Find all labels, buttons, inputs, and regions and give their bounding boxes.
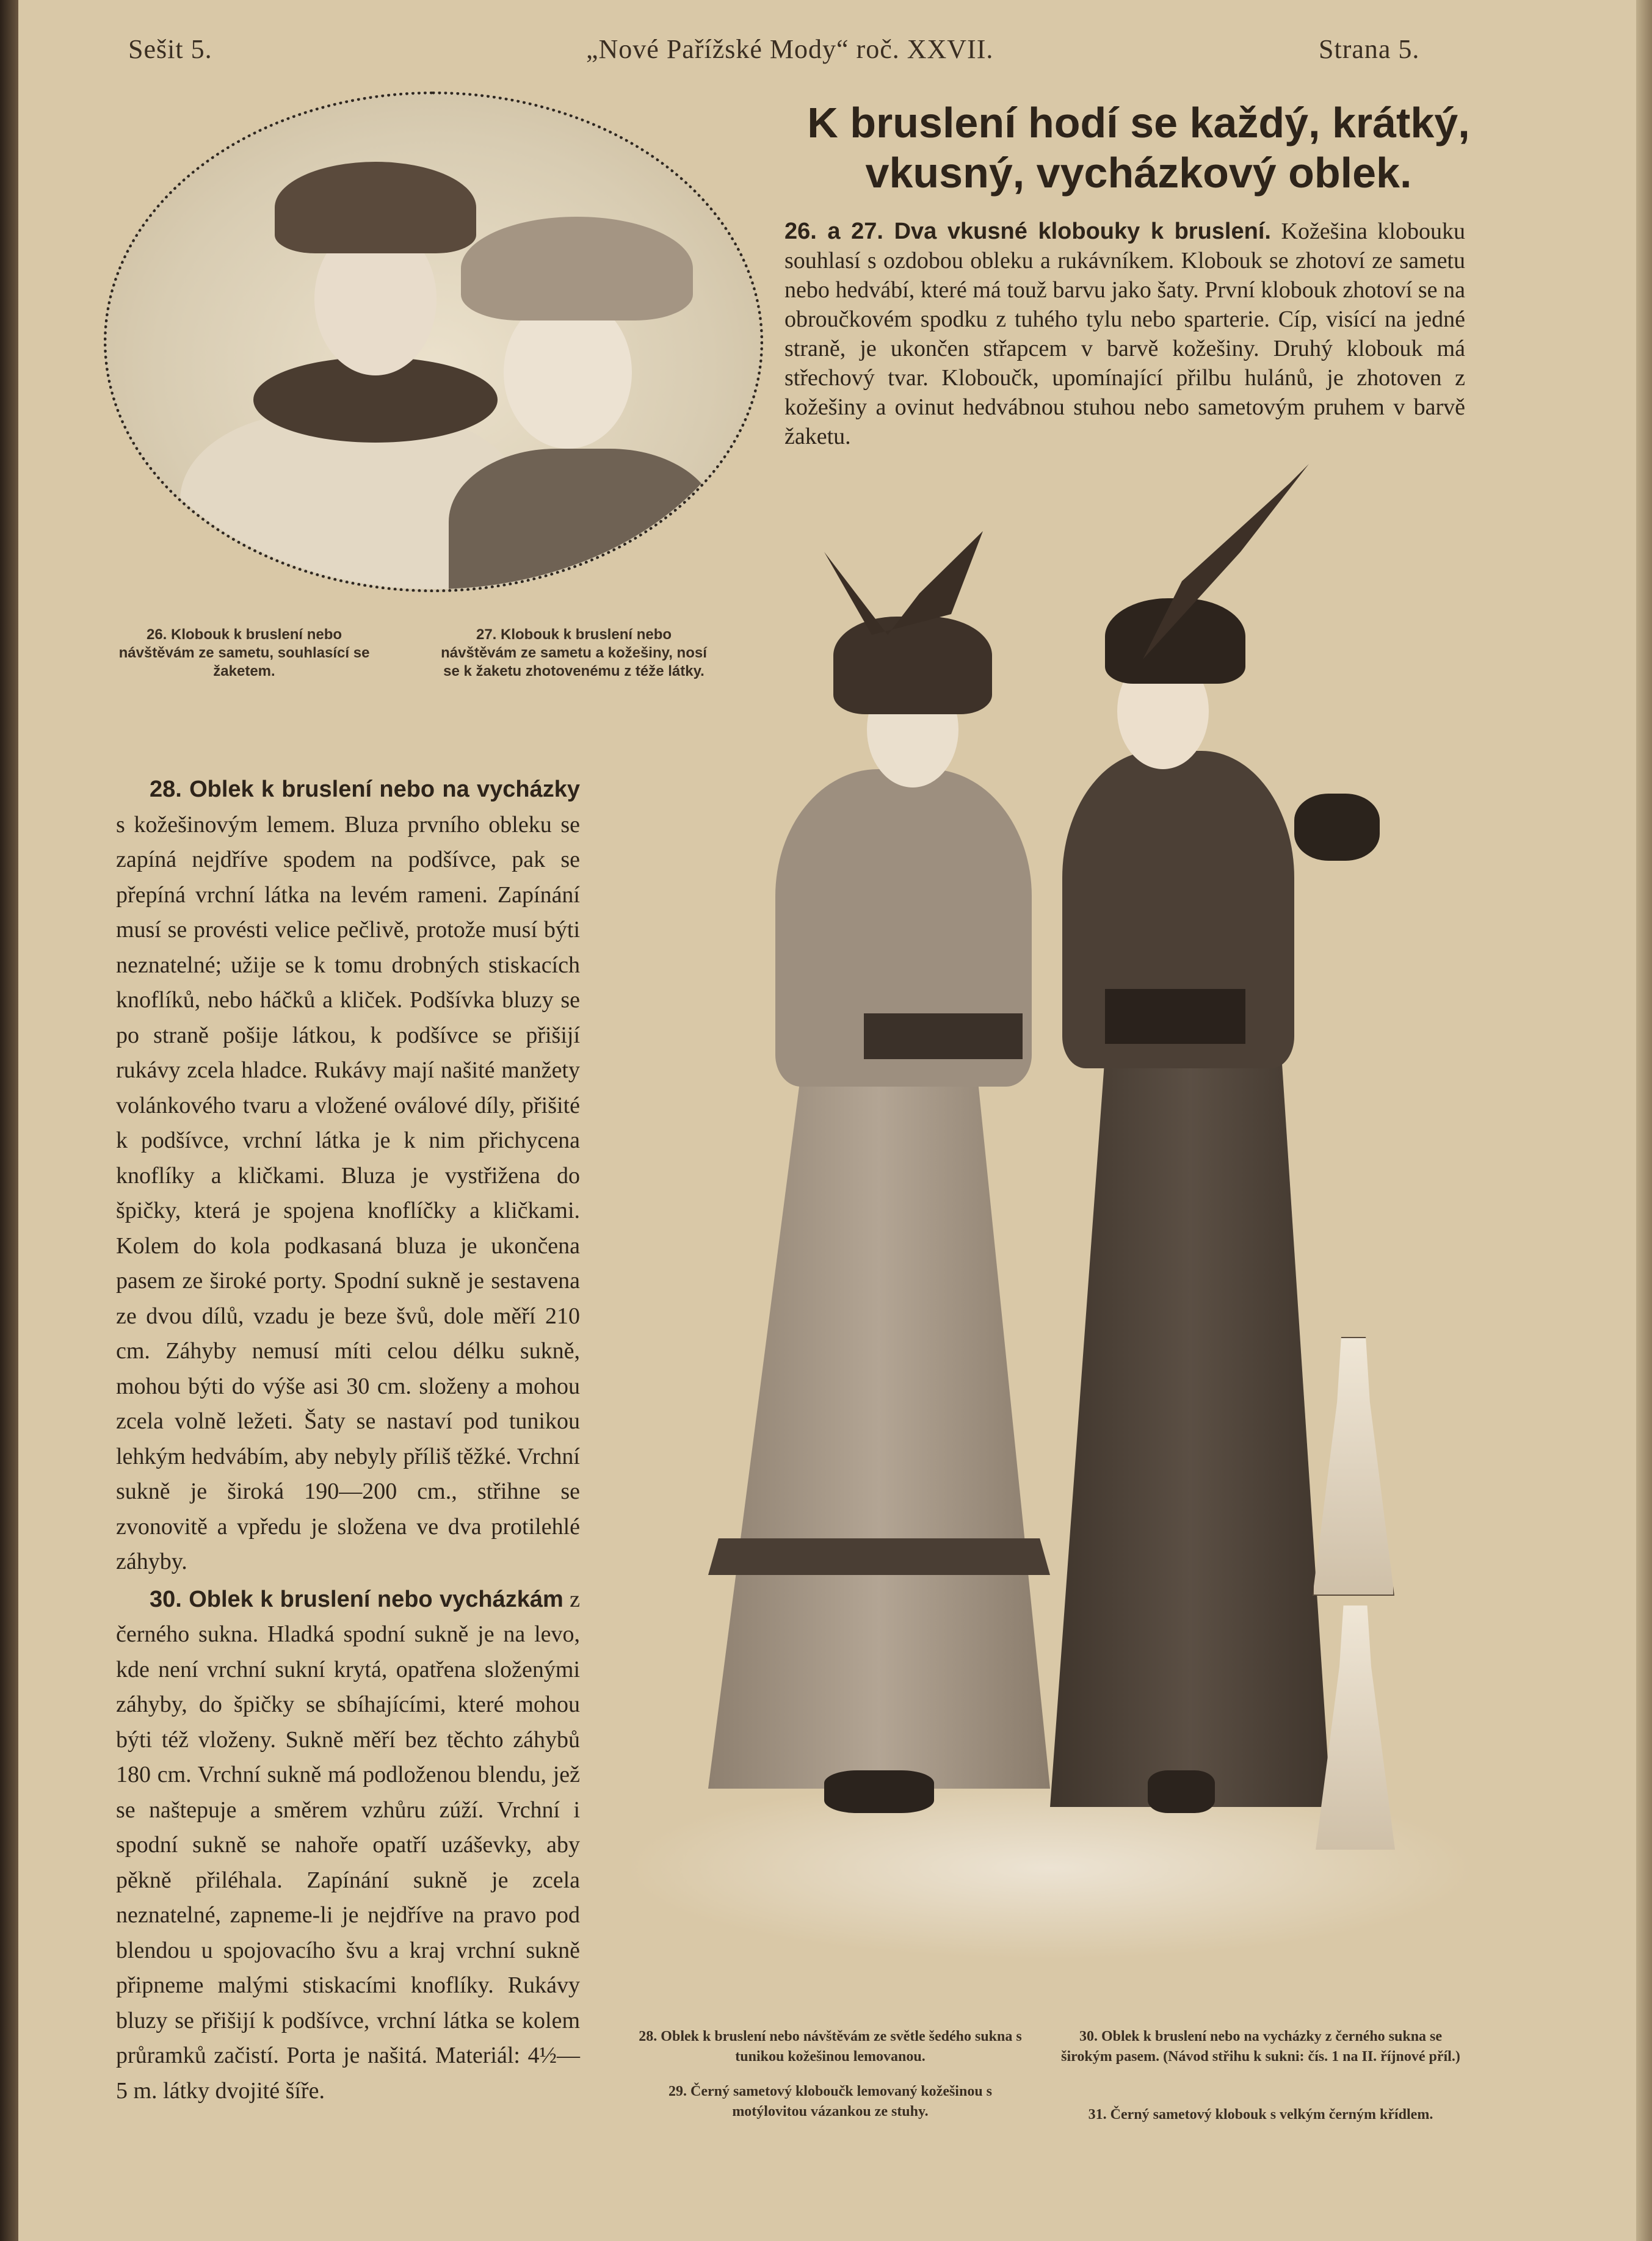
caption-29: 29. Černý sametový kloboučk lemovaný kožešinou s motýlovitou vázankou ze stuhy.	[668, 2084, 993, 2120]
page-headline: K bruslení hodí se každý, krátký, vkusný, vycházkový oblek.	[807, 99, 1470, 197]
skate-left	[824, 1770, 934, 1813]
figure-26-hat	[275, 162, 476, 253]
caption-27: 27. Klobouk k bruslení nebo návštěvám ze sametu a kožešiny, nosí se k žaketu zhotovenému z téže látky.	[441, 626, 707, 679]
page-edge	[1636, 0, 1652, 2241]
skate-right	[1148, 1770, 1215, 1813]
article-28	[116, 772, 580, 1580]
binding-gutter	[0, 0, 18, 2241]
figure-28-fur-hem	[708, 1538, 1050, 1575]
magazine-page	[18, 0, 1652, 2241]
figure-30-muff	[1294, 794, 1380, 861]
figure-29-bow	[824, 531, 983, 635]
article-30-lead: 30. Oblek k bruslení nebo vycházkám	[150, 1586, 563, 1612]
caption-28: 28. Oblek k bruslení nebo návštěvám ze světle šedého sukna s tunikou kožešinou lemovanou.	[639, 2029, 1022, 2065]
figure-29-hat	[833, 617, 992, 714]
pattern-sketch-back	[1316, 1606, 1395, 1850]
skaters-illustration	[623, 464, 1477, 2002]
caption-31: 31. Černý sametový klobouk s velkým černým křídlem.	[1088, 2107, 1433, 2123]
intro-lead: 26. a 27. Dva vkusné klobouky k bruslení.	[784, 219, 1271, 244]
article-28-lead: 28. Oblek k bruslení nebo na vycházky	[150, 777, 580, 802]
header-issue: Sešit 5.	[128, 34, 212, 64]
figure-28-belt	[864, 1013, 1023, 1059]
figure-30-belt	[1105, 989, 1245, 1044]
article-30	[116, 1582, 580, 2109]
figure-30-skirt	[1050, 1038, 1331, 1807]
figure-27-hat	[461, 217, 693, 320]
header-magazine-title: „Nové Pařížské Mody“ roč. XXVII.	[586, 34, 994, 64]
header-page-number: Strana 5.	[1319, 34, 1420, 64]
pattern-sketch-front	[1313, 1337, 1394, 1596]
figure-28-skirt	[708, 1050, 1050, 1789]
caption-26: 26. Klobouk k bruslení nebo návštěvám ze sametu, souhlasící se žaketem.	[118, 626, 370, 679]
caption-30: 30. Oblek k bruslení nebo na vycházky z černého sukna se širokým pasem. (Návod střihu k sukni: čís. 1 na II. říjnové příl.)	[1061, 2029, 1460, 2065]
article-30-text: z černého sukna. Hladká spodní sukně je na levo, kde není vrchní sukní krytá, opatřena složenými záhyby, do špičky se sbíhajícími, které mohou býti též vloženy. Sukně měří bez těchto záhybů 180 cm. Vrchní sukně má podloženou blendu, jež se naštepuje a směrem vzhůru zúží. Vrchní i spodní sukně se nahoře opatří uzáševky, aby pěkně přiléhala. Zapínání sukně je zcela neznatelné, zapneme-li je nejdříve na pravo pod blendou u spojovacího švu a kraj vrchní sukně připneme malými stiskacími knoflíky. Rukávy bluzy se přišijí k podšívce, vrchní látka se kolem průramků začistí. Porta je našitá. Materiál: 4½—5 m. látky dvojité šíře.	[116, 1586, 580, 2104]
article-column	[116, 772, 580, 2109]
intro-text: Kožešina klobouku souhlasí s ozdobou obleku a rukávníkem. Klobouk se zhotoví ze sametu nebo hedvábí, které má touž barvu jako šaty. První klobouk zhotoví se na obroučkovém spodku z tuhého tylu nebo sparterie. Cíp, visící na jedné straně, je ukončen střapcem v barvě kožešiny. Druhý klobouk má střechový tvar. Kloboučk, upomínající přilbu hulánů, je zhotoven z kožešiny a ovinut hedvábnou stuhou nebo sametovým pruhem v barvě žaketu.	[784, 219, 1465, 449]
article-28-text: s kožešinovým lemem. Bluza prvního obleku se zapíná nejdříve spodem na podšívce, pak se přepíná vrchní látka na levém rameni. Zapínání musí se provésti velice pečlivě, protože musí býti neznatelné; užije se k tomu drobných stiskacích knoflíků, nebo háčků a kliček. Podšívka bluzy se po straně pošije látkou, k podšívce se přišijí rukávy zcela hladce. Rukávy mají našité manžety volánkového tvaru a vložené oválové díly, přišité k podšívce, vrchní látka je k nim přichycena knoflíky a kličkami. Bluza je vystřižena do špičky, která je spojena knoflíčky a kličkami. Kolem do kola podkasaná bluza je ukončena pasem ze široké porty. Spodní sukně je sestavena ze dvou dílů, vzadu je beze švů, dole měří 210 cm. Záhyby nemusí míti celou délku sukně, mohou býti do výše asi 30 cm. složeny a mohou zcela volně ležeti. Šaty se nastaví pod tunikou lehkým hedvábím, aby nebyly příliš těžké. Vrchní sukně je široká 190—200 cm., střihne se zvonovitě a vpředu je složena ve dva protilehlé záhyby.	[116, 811, 580, 1574]
intro-paragraph	[784, 217, 1465, 451]
